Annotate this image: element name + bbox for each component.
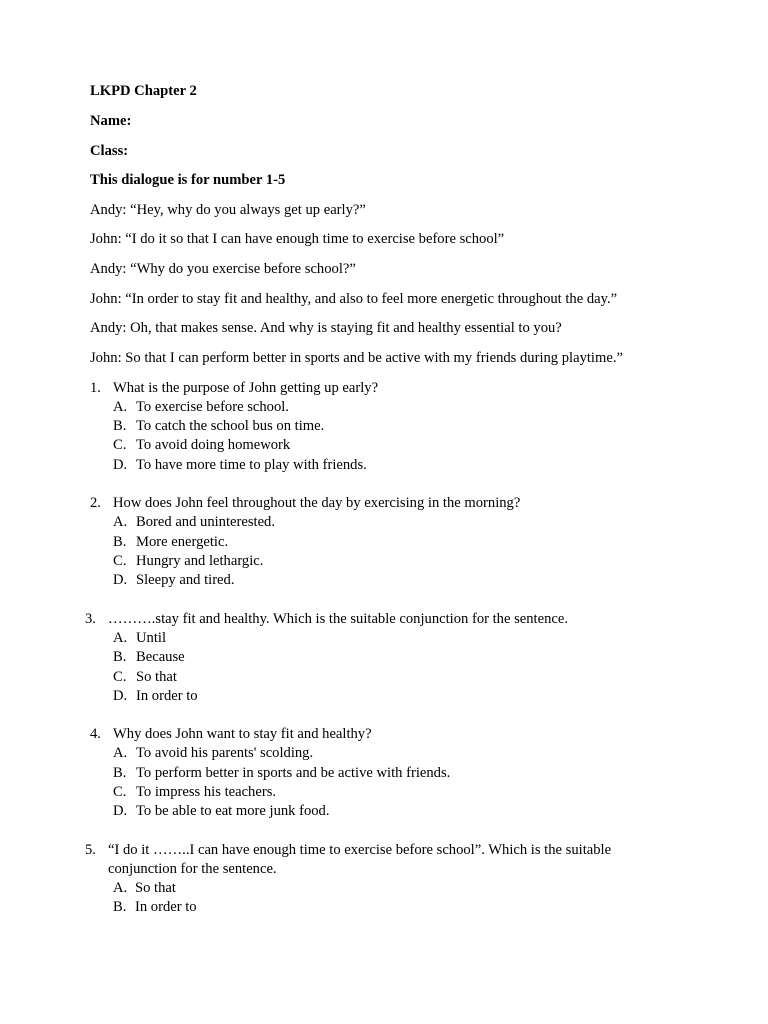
option-text: More energetic. [136,534,229,550]
option-text: In order to [135,899,197,915]
option-text: To have more time to play with friends. [136,457,367,473]
dialogue-line: Andy: Oh, that makes sense. And why is staying fit and healthy essential to you? [90,320,562,336]
option-letter: A. [113,880,128,896]
question-text: What is the purpose of John getting up early? [113,380,379,396]
question-text: “I do it ……..I can have enough time to exercise before school”. Which is the suitable [108,842,612,858]
question-number: 3. [85,611,96,627]
option-letter: C. [113,669,127,685]
option-text: Bored and uninterested. [136,514,276,530]
question-number: 4. [90,726,101,742]
option-letter: A. [113,745,128,761]
question-number: 2. [90,495,101,511]
option-text: In order to [136,688,198,704]
option-letter: B. [113,418,127,434]
option-letter: B. [113,765,127,781]
option-letter: A. [113,630,128,646]
option-letter: A. [113,399,128,415]
option-letter: D. [113,688,128,704]
dialogue-line: John: “In order to stay fit and healthy, and also to feel more energetic throughout the day.” [90,291,618,307]
dialogue-line: Andy: “Hey, why do you always get up early?” [90,202,366,218]
option-letter: C. [113,553,127,569]
option-text: So that [136,669,177,685]
document-title: LKPD Chapter 2 [90,83,197,99]
option-text: Because [136,649,185,665]
option-text: To avoid doing homework [136,437,291,453]
option-text: To catch the school bus on time. [136,418,325,434]
option-text: To impress his teachers. [136,784,277,800]
option-text: To be able to eat more junk food. [136,803,330,819]
option-letter: D. [113,572,128,588]
option-text: Hungry and lethargic. [136,553,264,569]
class-label: Class: [90,143,129,159]
question-text: Why does John want to stay fit and healthy? [113,726,372,742]
option-letter: A. [113,514,128,530]
option-text: So that [135,880,176,896]
option-text: To perform better in sports and be active with friends. [136,765,451,781]
option-letter: C. [113,437,127,453]
option-letter: C. [113,784,127,800]
question-text: How does John feel throughout the day by exercising in the morning? [113,495,521,511]
question-number: 1. [90,380,101,396]
question-text: conjunction for the sentence. [108,861,277,877]
option-text: To exercise before school. [136,399,289,415]
option-text: Until [136,630,166,646]
name-label: Name: [90,113,132,129]
dialogue-line: John: So that I can perform better in sports and be active with my friends during playtime.” [90,350,623,366]
dialogue-instruction: This dialogue is for number 1-5 [90,172,286,188]
question-text: ……….stay fit and healthy. Which is the suitable conjunction for the sentence. [108,611,568,627]
dialogue-line: Andy: “Why do you exercise before school?” [90,261,356,277]
option-letter: B. [113,534,127,550]
option-letter: D. [113,457,128,473]
option-text: Sleepy and tired. [136,572,235,588]
dialogue-line: John: “I do it so that I can have enough time to exercise before school” [90,231,505,247]
option-letter: D. [113,803,128,819]
option-letter: B. [113,899,127,915]
option-letter: B. [113,649,127,665]
option-text: To avoid his parents' scolding. [136,745,314,761]
question-number: 5. [85,842,96,858]
